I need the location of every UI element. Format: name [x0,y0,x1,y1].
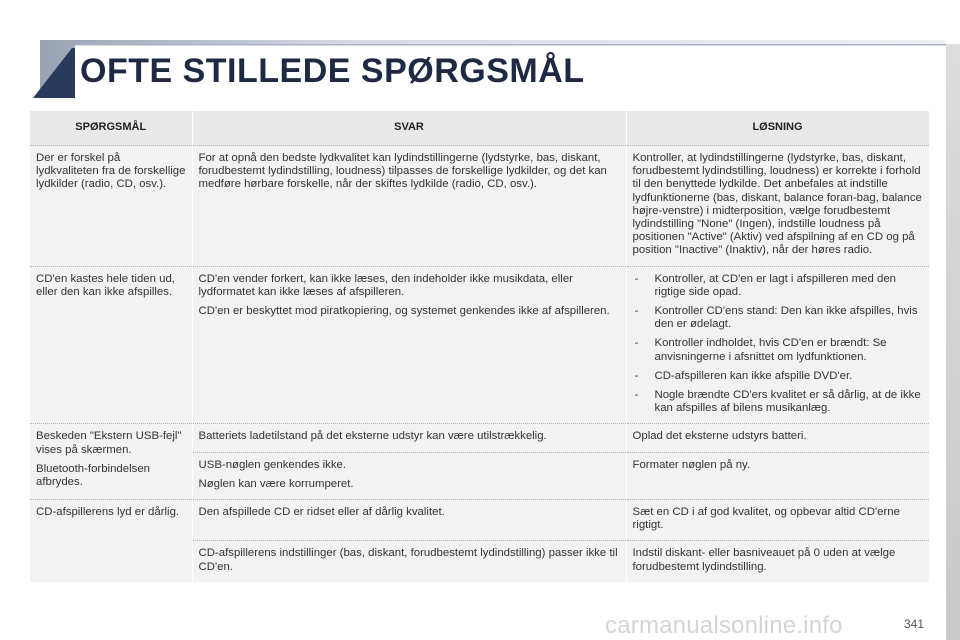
question-text: Beskeden "Ekstern USB-fejl" vises på skærmen. [36,430,182,456]
answer-text: Batteriets ladetilstand på det eksterne udstyr kan være utilstrækkelig. [198,430,547,443]
list-item: - Nogle brændte CD'ers kvalitet er så dårlig, at de ikke kan afspilles af bilens musikanlæg. [634,389,921,415]
question-text: Der er forskel på lydkvaliteten fra de forskellige lydkilder (radio, CD, osv.). [36,152,186,191]
solution-cell [626,500,929,541]
solution-text: CD-afspilleren kan ikke afspille DVD'er. [654,369,853,382]
question-cell [30,266,192,424]
solution-cell [626,452,929,499]
table-row [30,266,929,424]
question-text: Bluetooth-forbindelsen afbrydes. [36,462,150,489]
question-text: CD'en kastes hele tiden ud, eller den kan ikke afspilles. [36,272,175,298]
column-header-question: SPØRGSMÅL [30,111,192,146]
answer-text: CD'en er beskyttet mod piratkopiering, og systemet genkendes ikke af afspilleren. [198,305,610,318]
answer-cell [192,266,626,424]
answer-text: For at opnå den bedste lydkvalitet kan lydindstillingerne (lydstyrke, bas, diskant, forudbestemt lydindstilling, loudness) tilpasses de forskellige lydkilder, og det kan medføre hørbare forskelle, når der skiftes lydkilde (radio, CD, osv.). [198,152,607,191]
table-row [30,500,929,541]
solution-cell [626,266,929,424]
question-cell [30,424,192,500]
solution-text: Kontroller, at CD'en er lagt i afspilleren med den rigtige side opad. [654,272,897,298]
answer-text: CD-afspillerens indstillinger (bas, diskant, forudbestemt lydindstilling) passer ikke til CD'en. [198,547,618,573]
question-text: CD-afspillerens lyd er dårlig. [36,506,180,519]
solution-text: Kontroller indholdet, hvis CD'en er brændt: Se anvisningerne i afsnittet om lydfunktionen. [654,337,887,363]
solution-text: Oplad det eksterne udstyrs batteri. [632,430,807,443]
list-item: - Kontroller, at CD'en er lagt i afspilleren med den rigtige side opad. [634,272,897,298]
column-header-answer: SVAR [192,111,626,146]
answer-cell [192,500,626,541]
answer-cell [192,541,626,582]
list-item: - CD-afspilleren kan ikke afspille DVD'er. [634,369,853,382]
solution-text: Nogle brændte CD'ers kvalitet er så dårlig, at de ikke kan afspilles af bilens musikanlæg. [654,389,921,415]
list-item: - Kontroller indholdet, hvis CD'en er brændt: Se anvisningerne i afsnittet om lydfunktionen. [634,337,887,363]
page-title: OFTE STILLEDE SPØRGSMÅL [80,52,585,90]
table-row [30,424,929,452]
solution-text: Kontroller CD'ens stand: Den kan ikke afspilles, hvis den er ødelagt. [654,305,918,331]
list-item: - Kontroller CD'ens stand: Den kan ikke afspilles, hvis den er ødelagt. [634,305,918,331]
page-number: 341 [904,617,925,631]
question-cell [30,500,192,582]
solution-cell [626,146,929,267]
answer-cell [192,452,626,499]
solution-cell [626,424,929,452]
solution-cell [626,541,929,582]
solution-list [633,273,923,416]
answer-text: CD'en vender forkert, kan ikke læses, den indeholder ikke musikdata, eller lydformatet kan ikke læses af afspilleren. [198,272,573,298]
answer-text: Den afspillede CD er ridset eller af dårlig kvalitet. [198,506,445,519]
answer-cell [192,424,626,452]
answer-text: Nøglen kan være korrumperet. [198,477,354,490]
watermark: carmanualsonline.info [605,612,843,639]
question-cell [30,146,192,267]
answer-text: USB-nøglen genkendes ikke. [198,458,347,471]
solution-text: Indstil diskant- eller basniveauet på 0 uden at vælge forudbestemt lydindstilling. [632,547,896,573]
side-strip [946,44,960,640]
faq-table [30,111,930,582]
solution-text: Sæt en CD i af god kvalitet, og opbevar altid CD'erne rigtigt. [632,506,900,532]
solution-text: Kontroller, at lydindstillingerne (lydstyrke, bas, diskant, forudbestemt lydindstilling, loudness) er korrekte i forhold til den benyttede lydkilde. Det anbefales at indstille lydfunktionerne (bas, diskant, balance foran-bag, balance højre-venstre) i midterposition, vælge forudbestemt lydindstilling "None" (Ingen), indstille loudness på positionen "Active" (Aktiv) ved afspilning af en CD og på position "Inactive" (Inaktiv), når der høres radio. [632,152,922,257]
answer-cell [192,146,626,267]
table-row [30,146,929,267]
column-header-solution: LØSNING [626,111,929,146]
solution-text: Formater nøglen på ny. [632,458,751,471]
table-header-row [30,111,929,146]
